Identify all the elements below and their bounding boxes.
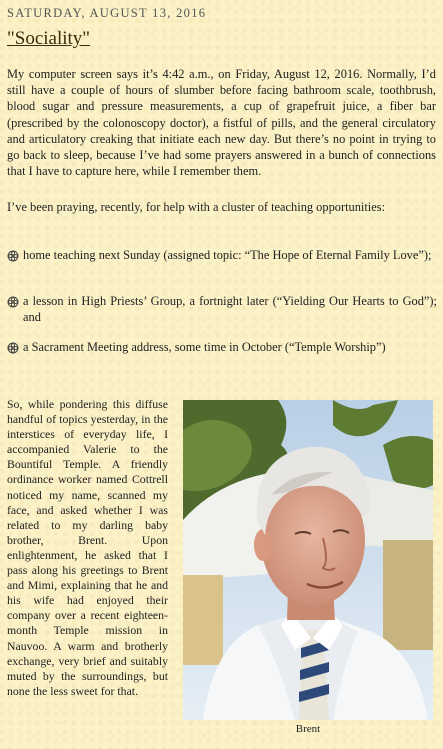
list-item [7, 339, 437, 355]
post-title-link[interactable]: "Sociality" [7, 28, 91, 49]
photo-caption: Brent [295, 723, 321, 735]
paragraph-temple: So, while pondering this diffuse handful of topics yesterday, in the interstices of everyday life, I accompanied Valerie to the Bountiful Temple. A friendly ordinance worker named Cottrell noticed my name, scanned my face, and asked whether I was related to my darling baby brother, Brent. Upon enlightenment, he asked that I pass along his greetings to Brent and Mimi, explaining that he and his wife had enjoyed their company over a recent eighteen-month Temple mission in Nauvoo. A warm and brotherly exchange, very brief and suitably muted by the surroundings, but none the less sweet for that. [7, 397, 168, 698]
portrait-photo [183, 400, 433, 720]
list-item-text: a Sacrament Meeting address, some time in October (“Temple Worship”) [23, 340, 386, 354]
list-item-text: a lesson in High Priests’ Group, a fortnight later (“Yielding Our Hearts to God”); and [23, 294, 437, 325]
list-item [7, 247, 437, 263]
list-item-text: home teaching next Sunday (assigned topic: “The Hope of Eternal Family Love”); [23, 248, 432, 262]
paragraph-intro: My computer screen says it’s 4:42 a.m., on Friday, August 12, 2016. Normally, I’d still have a couple of hours of slumber before facing bathroom scale, toothbrush, blood sugar and pressure measurements, a cup of grapefruit juice, a fiber bar (prescribed by the colonoscopy doctor), a fistful of pills, and the general circulatory and articulatory creaking that initiate each new day. But there’s no point in trying to go back to sleep, because I’ve had some prayers answered in a bunch of connections that I have to capture here, while I remember them. [7, 67, 436, 179]
flower-bullet-icon [7, 339, 21, 355]
flower-bullet-icon [7, 247, 21, 263]
paragraph-praying: I’ve been praying, recently, for help with a cluster of teaching opportunities: [7, 200, 386, 214]
flower-bullet-icon [7, 293, 21, 309]
list-item [7, 293, 437, 325]
post-date: SATURDAY, AUGUST 13, 2016 [7, 6, 207, 20]
